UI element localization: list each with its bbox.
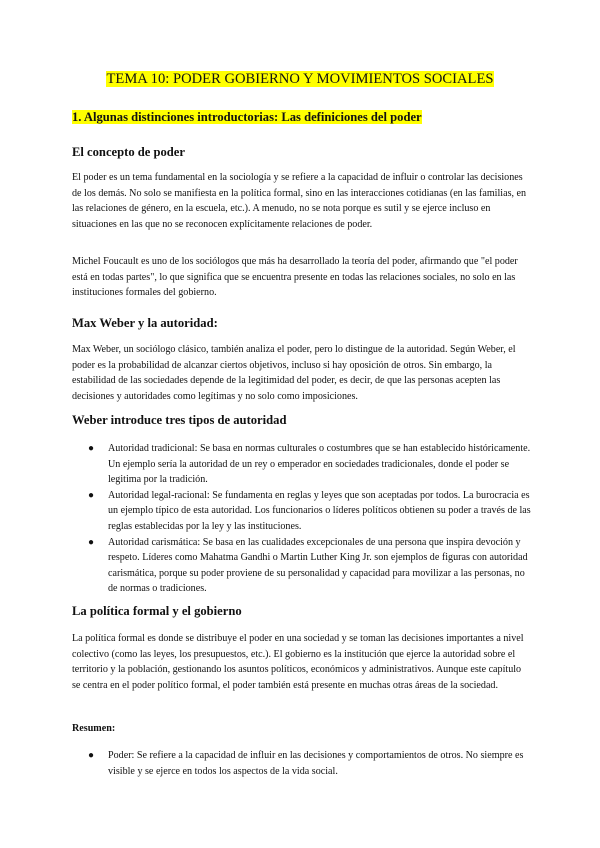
section-heading-highlight: 1. Algunas distinciones introductorias: Las definiciones del poder <box>72 110 422 124</box>
list-item: ● Autoridad carismática: Se basa en las cualidades excepcionales de una persona que inspira devoción y respeto. Líderes como Mahatma Gandhi o Martin Luther King Jr. son ejemplos de figuras con autoridad carismática, porque su poder proviene de su personalidad y capacidad para movilizar a las personas, no de normas o tradiciones. <box>88 536 528 595</box>
section-heading <box>72 109 422 125</box>
politica-heading: La política formal y el gobierno <box>72 604 242 618</box>
resumen-label: Resumen: <box>72 723 116 734</box>
title-highlight: TEMA 10: PODER GOBIERNO Y MOVIMIENTOS SOCIALES <box>106 71 494 87</box>
resumen-list <box>72 748 534 779</box>
tipos-heading: Weber introduce tres tipos de autoridad <box>72 413 287 427</box>
concepto-heading: El concepto de poder <box>72 145 185 159</box>
weber-paragraph: Max Weber, un sociólogo clásico, también analiza el poder, pero lo distingue de la autoridad. Según Weber, el poder es la probabilidad de alcanzar ciertos objetivos, incluso si hay oposición de otros. Sin embargo, la estabilidad de las sociedades depende de la legitimidad del poder, es decir, de que las personas acepten las decisiones y autoridades como legítimas y no solo como imposiciones. <box>72 344 516 402</box>
page-title <box>0 70 600 88</box>
politica-paragraph: La política formal es donde se distribuye el poder en una sociedad y se toman las decisiones importantes a nivel colectivo (como las leyes, los presupuestos, etc.). El gobierno es la institución que ejerce la autoridad sobre el territorio y la población, gestionando los asuntos políticos, económicos y administrativos. Aunque este capítulo se centra en el poder político formal, el poder también está presente en muchas otras áreas de la sociedad. <box>72 633 524 691</box>
list-item: ● Autoridad tradicional: Se basa en normas culturales o costumbres que se han establecido históricamente. Un ejemplo sería la autoridad de un rey o emperador en sociedades tradicionales, donde el poder se legitima por la tradición. <box>88 443 531 486</box>
bullet-icon: ● <box>88 750 95 761</box>
list-item: ● Poder: Se refiere a la capacidad de influir en las decisiones y comportamientos de otros. No siempre es visible y se ejerce en todos los aspectos de la vida social. <box>88 750 524 777</box>
concepto-paragraph-2: Michel Foucault es uno de los sociólogos que más ha desarrollado la teoría del poder, afirmando que "el poder está en todas partes", lo que significa que se encuentra presente en todas las relaciones sociales, no solo en las instituciones formales del gobierno. <box>72 256 518 299</box>
bullet-icon: ● <box>88 489 95 501</box>
bullet-icon: ● <box>88 443 95 454</box>
bullet-icon: ● <box>88 536 95 548</box>
list-item: ● Autoridad legal-racional: Se fundamenta en reglas y leyes que son aceptadas por todos. La burocracia es un ejemplo típico de esta autoridad. Los funcionarios o líderes políticos obtienen su poder a través de las reglas establecidas por la ley y las instituciones. <box>88 489 531 532</box>
tipos-list <box>72 441 534 597</box>
weber-heading: Max Weber y la autoridad: <box>72 316 218 330</box>
concepto-paragraph-1: El poder es un tema fundamental en la sociología y se refiere a la capacidad de influir o controlar las decisiones de los demás. No solo se manifiesta en la política formal, sino en las interacciones cotidianas (en las familias, en las relaciones de género, en la escuela, etc.). A menudo, no se nota porque es sutil y se ejerce incluso en situaciones en las que no se reconocen explícitamente relaciones de poder. <box>72 172 527 230</box>
